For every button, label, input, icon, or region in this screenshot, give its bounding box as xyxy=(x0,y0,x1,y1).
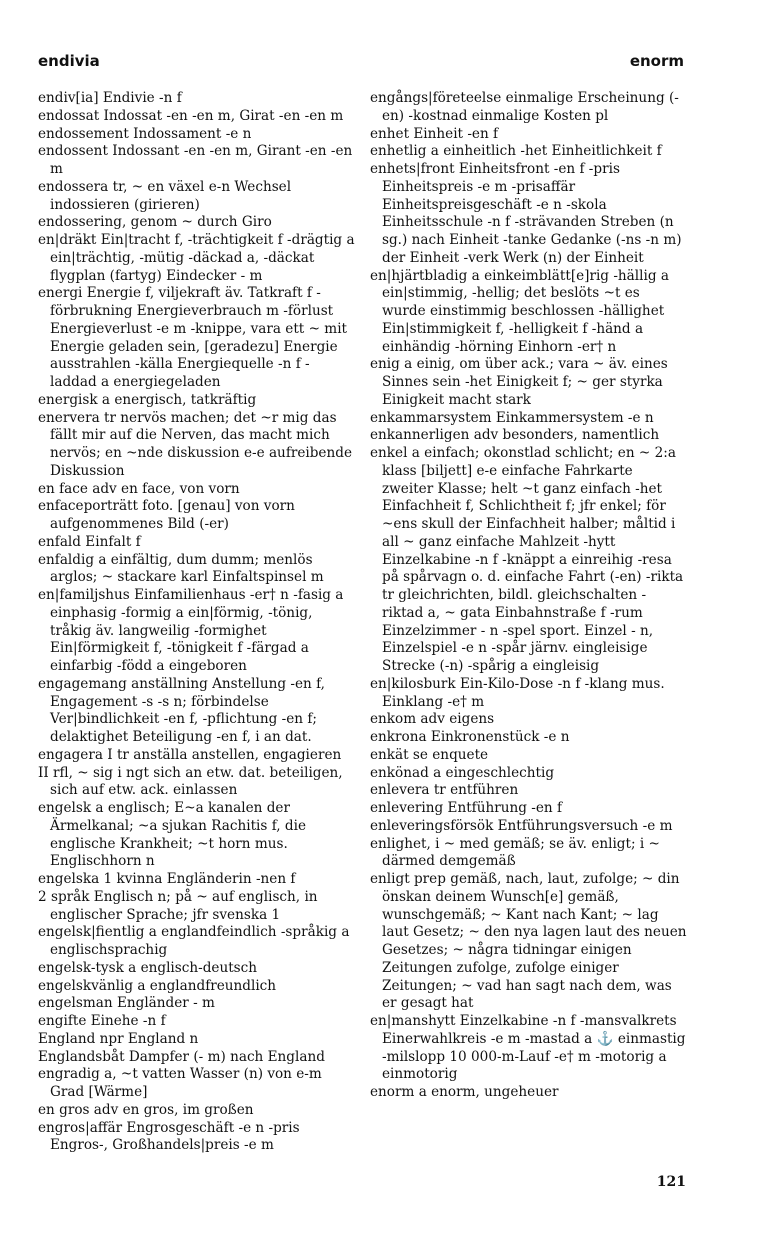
header-first-word: endivia xyxy=(38,52,100,70)
dictionary-entry: en|kilosburk Ein-Kilo-Dose -n f -klang mus. Einklang -e† m xyxy=(370,675,665,710)
dictionary-entry: enkönad a eingeschlechtig xyxy=(370,764,555,781)
dictionary-entry: engelska 1 kvinna Engländerin -nen f xyxy=(38,871,296,887)
dictionary-entry: enhet Einheit -en f xyxy=(370,125,499,142)
dictionary-entry: enlevera tr entführen xyxy=(370,782,519,799)
header-last-word: enorm xyxy=(629,52,684,70)
dictionary-entry: endossement Indossament -e n xyxy=(38,125,252,142)
dictionary-entry: enfaldig a einfältig, dum dumm; menlös arglos; ~ stackare karl Einfaltspinsel m xyxy=(38,551,324,586)
dictionary-entry: endossera tr, ~ en växel e-n Wechsel indossieren (girieren) xyxy=(38,178,292,213)
dictionary-entry: enkammarsystem Einkammersystem -e n xyxy=(370,409,654,426)
dictionary-entry: en gros adv en gros, im großen xyxy=(38,1101,254,1118)
dictionary-entry: enkel a einfach; okonstlad schlicht; en ~ 2:a klass [biljett] e-e einfache Fahrkarte zweiter Klasse; helt ~t ganz einfach -het Einfachheit f, Schlichtheit f; jfr enkel; för ~ens skull der Einfachheit halber; måltid i all ~ ganz einfache Mahlzeit -hytt Einzelkabine -n f -knäppt a einreihig -resa på spårvagn o. d. einfache Fahrt (-en) -rikta tr gleichrichten, bildl. gleichschalten -riktad a, ~ gata Einbahnstraße f -rum Einzelzimmer - n -spel sport. Einzel - n, Einzelspiel -e n -spår järnv. eingleisige Strecke (-n) -spårig a eingleisig xyxy=(370,445,684,674)
dictionary-entry: enlevering Entführung -en f xyxy=(370,800,562,816)
dictionary-entry: endiv[ia] Endivie -n f xyxy=(38,90,182,106)
dictionary-entry: enkom adv eigens xyxy=(370,711,495,728)
left-column xyxy=(38,90,355,1155)
dictionary-entry: en|dräkt Ein|tracht f, -trächtigkeit f -drägtig a ein|trächtig, -mütig -däckad a, -däckat flygplan (fartyg) Eindecker - m xyxy=(38,232,355,284)
dictionary-entry: engelsk a englisch; E~a kanalen der Ärmelkanal; ~a sjukan Rachitis f, die englische Krankheit; ~t horn mus. Englischhorn n xyxy=(38,800,306,870)
dictionary-entry: enfald Einfalt f xyxy=(38,533,141,550)
dictionary-entry: enig a einig, om über ack.; vara ~ äv. eines Sinnes sein -het Einigkeit f; ~ ger styrka Einigkeit macht stark xyxy=(370,356,668,408)
dictionary-entry: endossent Indossant -en -en m, Girant -en -en m xyxy=(38,143,353,177)
dictionary-entry: enfaceporträtt foto. [genau] von vorn aufgenommenes Bild (-er) xyxy=(38,498,295,532)
dictionary-entry: energi Energie f, viljekraft äv. Tatkraft f -förbrukning Energieverbrauch m -förlust Energieverlust -e m -knippe, vara ett ~ mit Energie geladen sein, [geradezu] Energie ausstrahlen -källa Energiequelle -n f -laddad a energiegeladen xyxy=(38,285,348,390)
dictionary-entry: enhets|front Einheitsfront -en f -pris Einheitspreis -e m -prisaffär Einheitspreisgeschäft -e n -skola Einheitsschule -n f -strävanden Streben (n sg.) nach Einheit -tanke Gedanke (-ns -n m) der Einheit -verk Werk (n) der Einheit xyxy=(370,161,682,266)
dictionary-entry: enligt prep gemäß, nach, laut, zufolge; ~ din önskan deinem Wunsch[e] gemäß, wunschgemäß; ~ Kant nach Kant; ~ lag laut Gesetz; ~ den nya lagen laut des neuen Gesetzes; ~ några tidningar einigen Zeitungen zufolge, zufolge einiger Zeitungen; ~ vad han sagt nach dem, was er gesagt hat xyxy=(370,871,687,1012)
dictionary-entry: enorm a enorm, ungeheuer xyxy=(370,1084,559,1100)
dictionary-entry: en|hjärtbladig a einkeimblätt[e]rig -hällig a ein|stimmig, -hellig; det beslöts ~t es wurde einstimmig beschlossen -hällighet Ein|stimmigkeit f, -helligkeit f -händ a einhändig -hörning Einhorn -er† n xyxy=(370,267,669,355)
dictionary-entry: enkannerligen adv besonders, namentlich xyxy=(370,427,660,444)
dictionary-entry: en|familjshus Einfamilienhaus -er† n -fasig a einphasig -formig a ein|förmig, -tönig, tråkig äv. langweilig -formighet Ein|förmigkeit f, -tönigkeit f -färgad a einfarbig -född a eingeboren xyxy=(38,587,344,674)
dictionary-entry: enervera tr nervös machen; det ~r mig das fällt mir auf die Nerven, das macht mich nervös; en ~nde diskussion e-e aufreibende Diskussion xyxy=(38,409,352,479)
dictionary-entry: engros|affär Engrosgeschäft -e n -pris Engros-, Großhandels|preis -e m xyxy=(38,1119,300,1154)
dictionary-entry: II rfl, ~ sig i ngt sich an etw. dat. beteiligen, sich auf etw. ack. einlassen xyxy=(38,764,343,799)
dictionary-entry: enkrona Einkronenstück -e n xyxy=(370,729,570,745)
dictionary-entry: engelskvänlig a englandfreundlich xyxy=(38,977,277,994)
dictionary-entry: enleveringsförsök Entführungsversuch -e m xyxy=(370,817,673,834)
dictionary-entry: 2 språk Englisch n; på ~ auf englisch, in englischer Sprache; jfr svenska 1 xyxy=(38,888,318,923)
dictionary-entry: enkät se enquete xyxy=(370,746,489,763)
dictionary-entry: engagemang anställning Anstellung -en f, Engagement -s -s n; förbindelse Ver|bindlichkeit -en f, -pflichtung -en f; delaktighet Beteiligung -en f, i an dat. xyxy=(38,675,325,745)
dictionary-entry: en face adv en face, von vorn xyxy=(38,480,240,497)
dictionary-entry: England npr England n xyxy=(38,1030,199,1047)
dictionary-entry: enlighet, i ~ med gemäß; se äv. enligt; i ~ därmed demgemäß xyxy=(370,835,660,870)
dictionary-entry: engångs|företeelse einmalige Erscheinung (-en) -kostnad einmalige Kosten pl xyxy=(370,90,679,124)
right-column xyxy=(370,90,687,1102)
dictionary-entry: endossat Indossat -en -en m, Girat -en -en m xyxy=(38,107,344,124)
page-number: 121 xyxy=(656,1174,686,1190)
dictionary-entry: Englandsbåt Dampfer (- m) nach England xyxy=(38,1048,325,1065)
dictionary-entry: en|manshytt Einzelkabine -n f -mansvalkrets Einerwahlkreis -e m -mastad a ⚓ einmastig -milslopp 10 000-m-Lauf -e† m -motorig a einmotorig xyxy=(370,1013,686,1083)
dictionary-entry: enhetlig a einheitlich -het Einheitlichkeit f xyxy=(370,143,662,160)
dictionary-entry: engelsman Engländer - m xyxy=(38,995,215,1012)
dictionary-entry: engagera I tr anställa anstellen, engagieren xyxy=(38,746,342,763)
dictionary-entry: engradig a, ~t vatten Wasser (n) von e-m Grad [Wärme] xyxy=(38,1066,322,1100)
dictionary-entry: engelsk-tysk a englisch-deutsch xyxy=(38,959,258,976)
dictionary-entry: engelsk|fientlig a englandfeindlich -språkig a englischsprachig xyxy=(38,924,350,958)
dictionary-entry: energisk a energisch, tatkräftig xyxy=(38,391,257,408)
dictionary-entry: engifte Einehe -n f xyxy=(38,1013,166,1029)
dictionary-entry: endossering, genom ~ durch Giro xyxy=(38,214,272,231)
